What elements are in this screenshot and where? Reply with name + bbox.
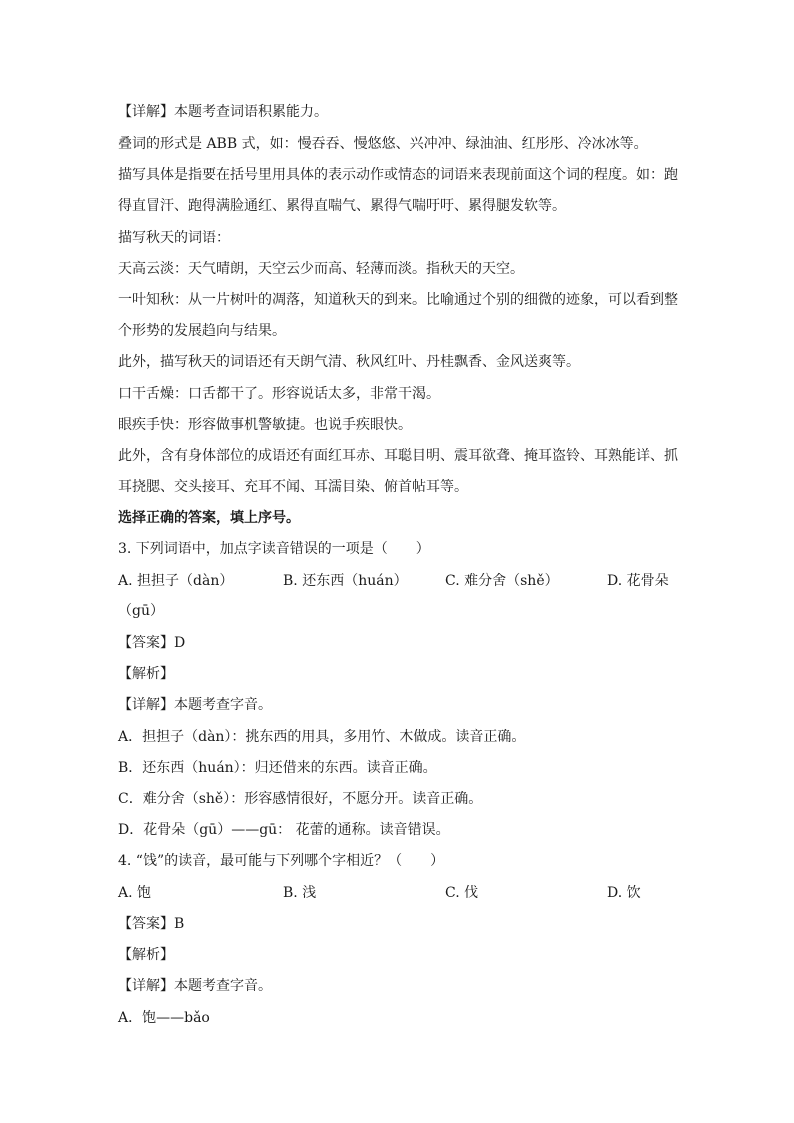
- analysis-label: 【解析】: [118, 666, 174, 682]
- q4-option-a: A. 饱: [118, 885, 152, 901]
- question-3: 3. 下列词语中，加点字读音错误的一项是（ ）: [118, 541, 430, 557]
- q3-option-d: D. 花骨朵: [607, 573, 669, 589]
- q4-option-b: B. 浅: [283, 885, 317, 901]
- q3-option-d-wrap: （gū）: [118, 603, 164, 619]
- explanation-line: A．担担子（dàn）：挑东西的用具，多用竹、木做成。读音正确。: [118, 729, 526, 745]
- paragraph-line: 个形势的发展趋向与结果。: [118, 323, 286, 339]
- paragraph-line: 口干舌燥：口舌都干了。形容说话太多，非常干渴。: [118, 386, 440, 402]
- explanation-line: A．饱——bǎo: [118, 1010, 210, 1026]
- detail-heading: 【详解】本题考查字音。: [118, 697, 272, 713]
- q4-option-d: D. 饮: [607, 885, 641, 901]
- paragraph-line: 此外，含有身体部位的成语还有面红耳赤、耳聪目明、震耳欲聋、掩耳盗铃、耳熟能详、抓: [118, 448, 678, 464]
- paragraph-line: 耳挠腮、交头接耳、充耳不闻、耳濡目染、俯首帖耳等。: [118, 479, 468, 495]
- section-heading: 选择正确的答案，填上序号。: [118, 510, 300, 526]
- paragraph-line: 描写具体是指要在括号里用具体的表示动作或情态的词语来表现前面这个词的程度。如：跑: [118, 167, 678, 183]
- paragraph-line: 叠词的形式是 ABB 式，如：慢吞吞、慢悠悠、兴冲冲、绿油油、红彤彤、冷冰冰等。: [118, 136, 648, 152]
- paragraph-line: 一叶知秋：从一片树叶的凋落，知道秋天的到来。比喻通过个别的细微的迹象，可以看到整: [118, 292, 678, 308]
- answer-line: 【答案】B: [118, 916, 185, 932]
- detail-heading: 【详解】本题考查字音。: [118, 978, 272, 994]
- paragraph-line: 此外，描写秋天的词语还有天朗气清、秋风红叶、丹桂飘香、金风送爽等。: [118, 354, 580, 370]
- paragraph-line: 天高云淡：天气晴朗，天空云少而高、轻薄而淡。指秋天的天空。: [118, 261, 524, 277]
- question-4: 4. “饯”的读音，最可能与下列哪个字相近？（ ）: [118, 853, 445, 869]
- explanation-line: B．还东西（huán）：归还借来的东西。读音正确。: [118, 760, 437, 776]
- answer-line: 【答案】D: [118, 635, 186, 651]
- paragraph-line: 得直冒汗、跑得满脸通红、累得直喘气、累得气喘吁吁、累得腿发软等。: [118, 198, 566, 214]
- explanation-line: C．难分舍（shě）：形容感情很好，不愿分开。读音正确。: [118, 791, 483, 807]
- detail-heading: 【详解】本题考查词语积累能力。: [118, 104, 328, 120]
- q3-option-c: C. 难分舍（shě）: [445, 573, 559, 589]
- q3-option-a: A. 担担子（dàn）: [118, 573, 234, 589]
- explanation-line: D．花骨朵（gū）——gū： 花蕾的通称。读音错误。: [118, 822, 450, 838]
- q3-option-b: B. 还东西（huán）: [283, 573, 408, 589]
- q4-option-c: C. 伐: [445, 885, 479, 901]
- paragraph-line: 眼疾手快：形容做事机警敏捷。也说手疾眼快。: [118, 417, 412, 433]
- paragraph-line: 描写秋天的词语：: [118, 230, 230, 246]
- analysis-label: 【解析】: [118, 947, 174, 963]
